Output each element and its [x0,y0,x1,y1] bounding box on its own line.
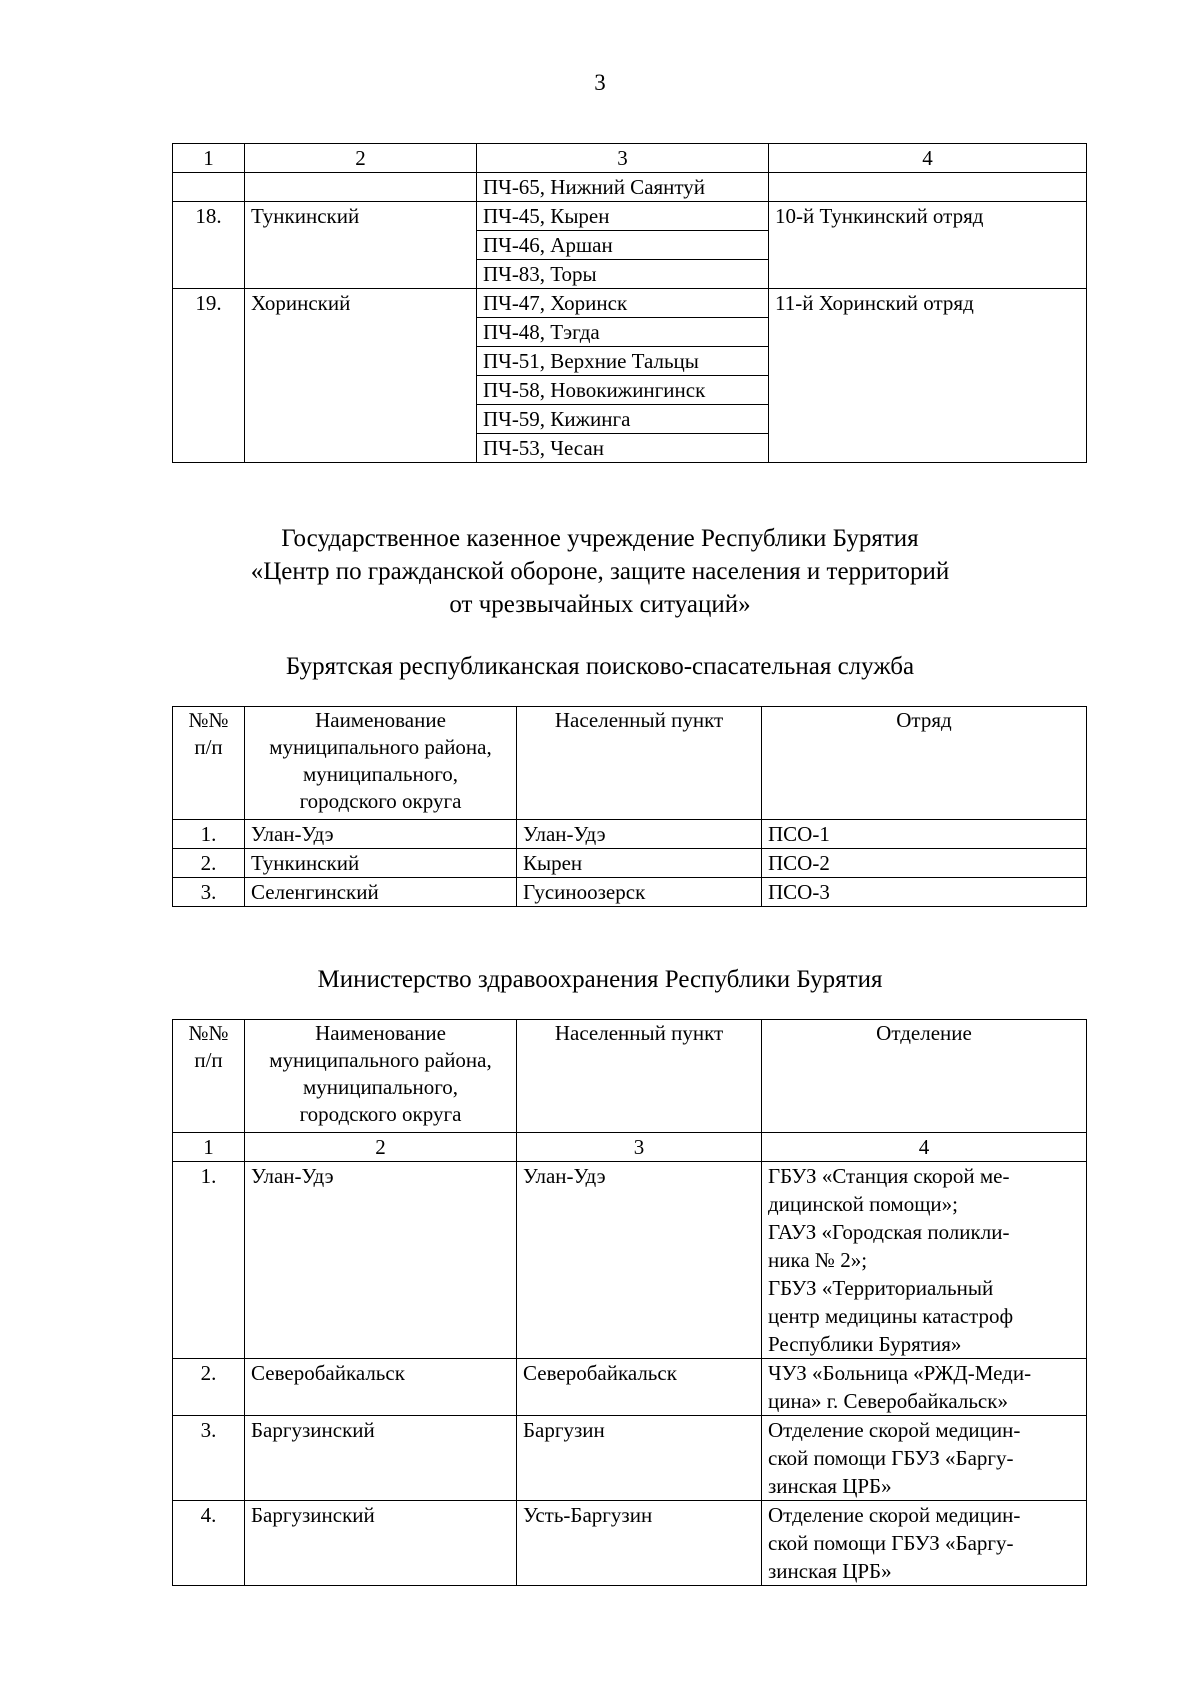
units-cell [477,202,769,289]
table-row [173,820,1087,849]
header-cell: 4 [769,144,1087,173]
row-number: 2. [173,1359,245,1416]
unit-line: ЧУЗ «Больница «РЖД-Меди- [768,1361,1032,1385]
numbering-row [173,1133,1087,1162]
locality-cell: Улан-Удэ [517,1162,762,1359]
district-cell: Улан-Удэ [245,1162,517,1359]
detachment-cell: 11-й Хоринский отряд [769,289,1087,463]
unit-item: ПЧ-58, Новокижингинск [477,375,768,404]
row-number: 3. [173,1416,245,1501]
page-number: 3 [594,70,606,95]
numbering-cell: 2 [245,1133,517,1162]
unit-cell: ПСО-2 [762,849,1087,878]
unit-line: Республики Бурятия» [768,1332,962,1356]
locality-cell: Улан-Удэ [517,820,762,849]
gku-heading [0,522,1200,621]
rescue-table [172,706,1087,907]
detachment-cell: 10-й Тункинский отряд [769,202,1087,289]
unit-line: ской помощи ГБУЗ «Баргу- [768,1531,1014,1555]
table-header-row [173,707,1087,820]
health-table [172,1019,1087,1586]
district-cell: Тункинский [245,849,517,878]
header-line: муниципального, [302,1075,459,1099]
locality-cell: Баргузин [517,1416,762,1501]
gku-heading-line: от чрезвычайных ситуаций» [449,591,751,618]
numbering-cell: 4 [762,1133,1087,1162]
header-line: Наименование [315,708,446,732]
header-num [173,1020,245,1133]
locality-cell: Усть-Баргузин [517,1501,762,1586]
table-header-row [173,1020,1087,1133]
table-row [173,1416,1087,1501]
row-number: 18. [173,202,245,289]
unit-line: ской помощи ГБУЗ «Баргу- [768,1446,1014,1470]
unit-line: ника № 2»; [768,1248,868,1272]
unit-cell: ПСО-1 [762,820,1087,849]
unit-item: ПЧ-47, Хоринск [483,291,628,315]
header-cell: 2 [245,144,477,173]
header-locality: Населенный пункт [517,707,762,820]
unit-line: Отделение скорой медицин- [768,1418,1021,1442]
row-number: 2. [173,849,245,878]
numbering-cell: 3 [517,1133,762,1162]
row-number: 4. [173,1501,245,1586]
unit-line: зинская ЦРБ» [768,1474,892,1498]
table-header-row [173,144,1087,173]
unit-line: Отделение скорой медицин- [768,1503,1021,1527]
table-row [173,1359,1087,1416]
unit-item: ПЧ-48, Тэгда [477,317,768,346]
header-cell: 3 [477,144,769,173]
header-line: муниципального района, [269,735,492,759]
detachment-cell [769,173,1087,202]
district-cell: Северобайкальск [245,1359,517,1416]
unit-line: цина» г. Северобайкальск» [768,1389,1008,1413]
fire-units-table [172,143,1087,463]
locality-cell: Кырен [517,849,762,878]
unit-item: ПЧ-46, Аршан [477,230,768,259]
table-row [173,878,1087,907]
header-line: городского округа [299,789,462,813]
row-number: 1. [173,1162,245,1359]
unit-item: ПЧ-51, Верхние Тальцы [477,346,768,375]
unit-line: ГБУЗ «Станция скорой ме- [768,1164,1010,1188]
header-line: №№ [188,1021,229,1045]
district-cell: Селенгинский [245,878,517,907]
unit-item: ПЧ-59, Кижинга [477,404,768,433]
unit-line: ГАУЗ «Городская поликли- [768,1220,1010,1244]
header-district [245,1020,517,1133]
table-row [173,173,1087,202]
header-unit: Отряд [762,707,1087,820]
table-row [173,202,1087,289]
district-cell: Баргузинский [245,1501,517,1586]
header-line: городского округа [299,1102,462,1126]
header-line: п/п [194,1048,223,1072]
unit-cell [762,1416,1087,1501]
header-cell: 1 [173,144,245,173]
row-number [173,173,245,202]
row-number: 3. [173,878,245,907]
gku-heading-line: Государственное казенное учреждение Республики Бурятия [281,525,919,552]
district-cell: Хоринский [245,289,477,463]
district-cell: Улан-Удэ [245,820,517,849]
header-line: муниципального района, [269,1048,492,1072]
district-cell [245,173,477,202]
unit-cell [762,1359,1087,1416]
header-line: п/п [194,735,223,759]
table-row [173,849,1087,878]
rescue-service-heading: Бурятская республиканская поисково-спасательная служба [285,653,915,680]
row-number: 1. [173,820,245,849]
unit-item: ПЧ-45, Кырен [483,204,610,228]
unit-item: ПЧ-83, Торы [477,259,768,288]
header-line: муниципального, [302,762,459,786]
unit-cell: ПЧ-65, Нижний Саянтуй [477,173,769,202]
district-cell: Тункинский [245,202,477,289]
unit-cell [762,1501,1087,1586]
unit-cell: ПСО-3 [762,878,1087,907]
unit-line: центр медицины катастроф [768,1304,1014,1328]
unit-line: зинская ЦРБ» [768,1559,892,1583]
header-line: №№ [188,708,229,732]
header-num [173,707,245,820]
units-cell [477,289,769,463]
locality-cell: Гусиноозерск [517,878,762,907]
unit-line: ГБУЗ «Территориальный [768,1276,994,1300]
table-row [173,289,1087,463]
gku-heading-line: «Центр по гражданской обороне, защите населения и территорий [250,558,950,585]
header-unit: Отделение [762,1020,1087,1133]
row-number: 19. [173,289,245,463]
unit-cell [762,1162,1087,1359]
health-ministry-heading: Министерство здравоохранения Республики Бурятия [317,966,883,993]
header-district [245,707,517,820]
header-locality: Населенный пункт [517,1020,762,1133]
district-cell: Баргузинский [245,1416,517,1501]
locality-cell: Северобайкальск [517,1359,762,1416]
table-row [173,1501,1087,1586]
unit-item: ПЧ-53, Чесан [477,433,768,462]
unit-line: дицинской помощи»; [768,1192,958,1216]
numbering-cell: 1 [173,1133,245,1162]
header-line: Наименование [315,1021,446,1045]
table-row [173,1162,1087,1359]
